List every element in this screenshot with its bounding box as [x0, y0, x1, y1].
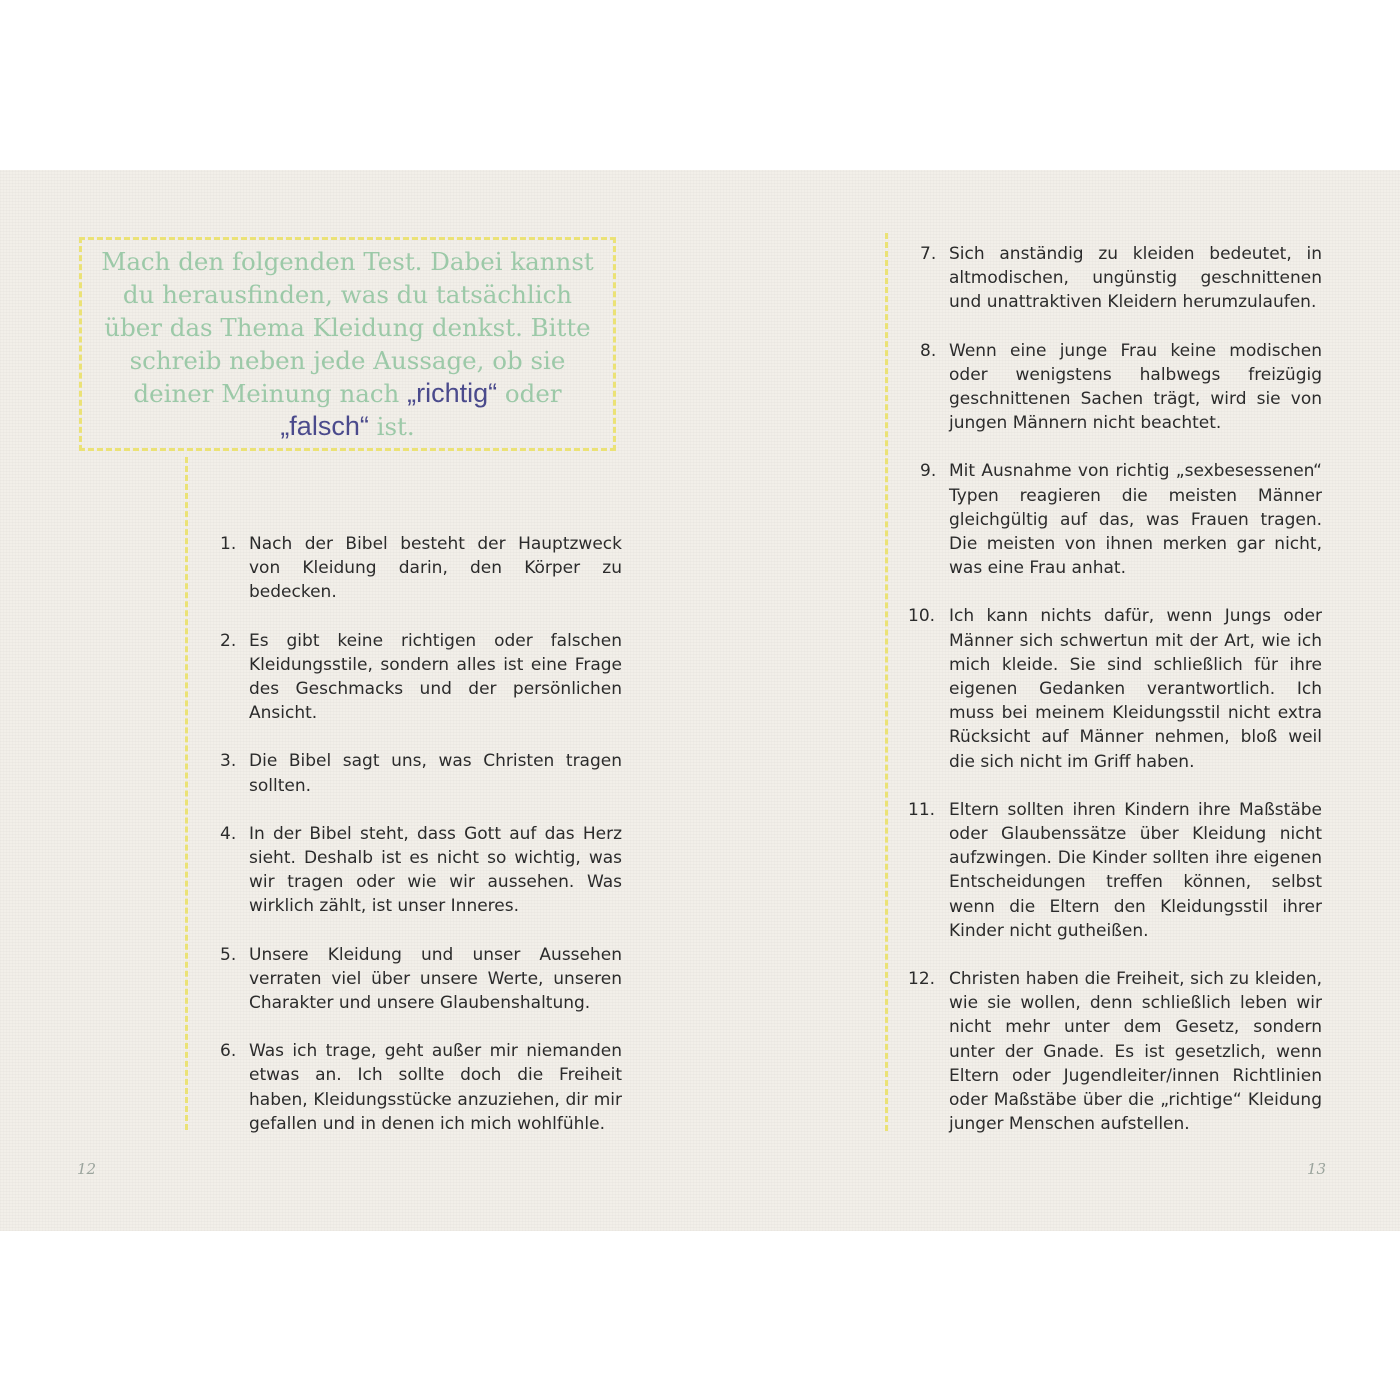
- intro-text-end: ist.: [368, 412, 415, 441]
- statement-item: [220, 749, 622, 797]
- statement-number: 4.: [220, 823, 237, 844]
- statement-number: 3.: [220, 751, 237, 772]
- statement-item: [220, 822, 622, 919]
- statement-text: Eltern sollten ihren Kindern ihre Maßstäbe oder Glaubenssätze über Kleidung nicht aufzwingen. Die Kinder sollten ihre eigenen Entscheidungen treffen können, selbst wenn die Eltern den Kleidungsstil ihrer Kinder nicht gutheißen.: [949, 799, 1322, 941]
- left-dashed-line: [185, 457, 188, 1130]
- page-number-left: 12: [77, 1160, 97, 1178]
- statement-number: 7.: [920, 244, 937, 264]
- statement-list-right: [908, 242, 1322, 1137]
- statement-text: Wenn eine junge Frau keine modischen oder wenigstens halbwegs freizügig geschnittenen Sachen trägt, wird sie von jungen Männern nicht beachtet.: [949, 340, 1322, 434]
- page-number-right: 13: [1307, 1160, 1327, 1178]
- statement-text: Nach der Bibel besteht der Hauptzweck von Kleidung darin, den Körper zu bedecken.: [249, 534, 622, 603]
- statement-number: 2.: [220, 630, 237, 651]
- statement-text: Sich anständig zu kleiden bedeutet, in altmodischen, ungünstig geschnittenen und unattraktiven Kleidern herumzulaufen.: [949, 244, 1322, 313]
- statement-item: [220, 943, 622, 1016]
- statement-number: 6.: [220, 1041, 237, 1062]
- statement-number: 1.: [220, 534, 237, 554]
- statement-text: Mit Ausnahme von richtig „sexbesessenen“ Typen reagieren die meisten Männer gleichgültig auf das, was Frauen tragen. Die meisten von ihnen merken gar nicht, was eine Frau anhat.: [949, 461, 1322, 579]
- statement-item: [220, 629, 622, 726]
- right-dashed-line: [885, 233, 888, 1131]
- statement-item: [908, 798, 1322, 943]
- statement-item: [220, 532, 622, 605]
- statement-number: 10.: [908, 606, 936, 627]
- intro-text-or: oder: [497, 379, 562, 408]
- statement-number: 12.: [908, 969, 936, 990]
- intro-box: [79, 237, 616, 451]
- statement-text: Die Bibel sagt uns, was Christen tragen sollten.: [249, 751, 622, 796]
- statement-item: [920, 459, 1322, 580]
- statement-text: Christen haben die Freiheit, sich zu kleiden, wie sie wollen, denn schließlich leben wir nicht mehr unter dem Gesetz, sondern unter der Gnade. Es ist gesetzlich, wenn Eltern oder Jugendleiter/innen Richtlinien oder Maßstäbe über die „richtige“ Kleidung junger Menschen aufstellen.: [949, 969, 1322, 1135]
- statement-text: Ich kann nichts dafür, wenn Jungs oder Männer sich schwertun mit der Art, wie ich mich kleide. Sie sind schließlich für ihre eigenen Gedanken verantwortlich. Ich muss bei meinem Kleidungsstil nicht extra Rücksicht auf Männer nehmen, bloß weil die sich nicht im Griff haben.: [949, 606, 1322, 772]
- statement-item: [920, 242, 1322, 315]
- word-richtig: „richtig“: [407, 378, 498, 408]
- statement-item: [908, 604, 1322, 773]
- intro-text-part1: Mach den folgenden Test. Dabei kannst du herausfinden, was du tatsächlich über das Thema Kleidung denkst. Bitte schreib neben jede Aussage, ob sie deiner Meinung nach: [101, 247, 594, 408]
- statement-item: [220, 1039, 622, 1136]
- intro-text: [95, 245, 600, 443]
- statement-text: Es gibt keine richtigen oder falschen Kleidungsstile, sondern alles ist eine Frage des Geschmacks und der persönlichen Ansicht.: [249, 630, 622, 724]
- statement-number: 8.: [920, 340, 937, 361]
- statement-number: 5.: [220, 944, 237, 965]
- statement-text: In der Bibel steht, dass Gott auf das Herz sieht. Deshalb ist es nicht so wichtig, was wir tragen oder wie wir aussehen. Was wirklich zählt, ist unser Inneres.: [249, 823, 622, 917]
- statement-number: 11.: [908, 799, 936, 820]
- statement-item: [920, 339, 1322, 436]
- statement-item: [908, 967, 1322, 1136]
- word-falsch: „falsch“: [280, 411, 369, 441]
- statement-text: Unsere Kleidung und unser Aussehen verraten viel über unsere Werte, unseren Charakter und unsere Glaubenshaltung.: [249, 944, 622, 1014]
- statement-list-left: [220, 532, 622, 1136]
- statement-number: 9.: [920, 461, 937, 482]
- statement-text: Was ich trage, geht außer mir niemanden etwas an. Ich sollte doch die Freiheit haben, Kleidungsstücke anzuziehen, dir mir gefallen und in denen ich mich wohlfühle.: [249, 1041, 622, 1134]
